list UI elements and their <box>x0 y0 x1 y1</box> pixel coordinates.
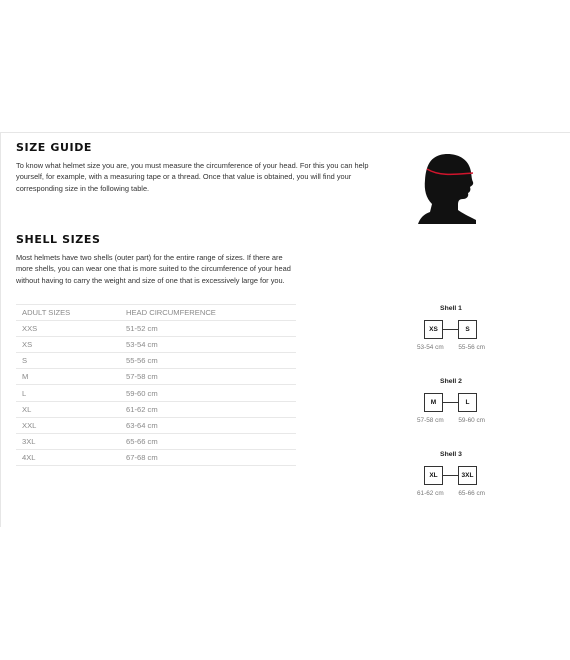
table-row <box>16 353 296 369</box>
table-row <box>16 417 296 433</box>
size-box-right: S <box>458 320 477 339</box>
shell-title: Shell 3 <box>440 451 462 458</box>
connector-line <box>443 329 458 330</box>
size-guide-heading: SIZE GUIDE <box>16 141 93 154</box>
shell-title: Shell 1 <box>440 305 462 312</box>
table-row <box>16 433 296 449</box>
size-box-left: XS <box>424 320 443 339</box>
size-cell: 3XL <box>16 433 126 449</box>
size-cell: L <box>16 385 126 401</box>
size-cell: XXS <box>16 321 126 337</box>
table-row <box>16 321 296 337</box>
circumference-cell: 51-52 cm <box>126 321 296 337</box>
shell-size-pair <box>415 466 487 487</box>
shell-circumferences <box>415 417 487 424</box>
left-circumference: 57-58 cm <box>417 417 444 424</box>
size-cell: XL <box>16 401 126 417</box>
shell-circumferences <box>415 490 487 497</box>
size-guide-text: To know what helmet size you are, you must measure the circumference of your head. For this you can help yourself, for example, with a measuring tape or a thread. Once that value is obtained, you will find your corresponding size in the following table. <box>16 161 369 193</box>
table-row <box>16 401 296 417</box>
head-profile-measure-icon <box>418 152 476 224</box>
left-circumference: 61-62 cm <box>417 490 444 497</box>
shell-3-diagram <box>415 451 487 497</box>
size-cell: XXL <box>16 417 126 433</box>
right-circumference: 65-66 cm <box>458 490 485 497</box>
circumference-cell: 65-66 cm <box>126 433 296 449</box>
column-header-adult-sizes: ADULT SIZES <box>16 305 126 321</box>
left-circumference: 53-54 cm <box>417 344 444 351</box>
circumference-cell: 67-68 cm <box>126 449 296 465</box>
right-circumference: 55-56 cm <box>458 344 485 351</box>
table-header-row <box>16 305 296 321</box>
shell-sizes-text: Most helmets have two shells (outer part) for the entire range of sizes. If there are more shells, you can wear one that is more suited to the circumference of your head without having to carry the weight and size of one that is excessively large for you. <box>16 253 291 285</box>
shell-title: Shell 2 <box>440 378 462 385</box>
shell-1-diagram <box>415 305 487 351</box>
circumference-cell: 57-58 cm <box>126 369 296 385</box>
shell-circumferences <box>415 344 487 351</box>
circumference-cell: 53-54 cm <box>126 337 296 353</box>
circumference-cell: 59-60 cm <box>126 385 296 401</box>
table-row <box>16 449 296 465</box>
circumference-cell: 55-56 cm <box>126 353 296 369</box>
size-table <box>16 304 296 466</box>
size-box-right: L <box>458 393 477 412</box>
table-row <box>16 369 296 385</box>
size-cell: M <box>16 369 126 385</box>
size-cell: S <box>16 353 126 369</box>
circumference-cell: 61-62 cm <box>126 401 296 417</box>
circumference-cell: 63-64 cm <box>126 417 296 433</box>
size-box-left: M <box>424 393 443 412</box>
column-header-head-circumference: HEAD CIRCUMFERENCE <box>126 305 296 321</box>
size-cell: 4XL <box>16 449 126 465</box>
shell-size-pair <box>415 393 487 414</box>
connector-line <box>443 402 458 403</box>
table-row <box>16 385 296 401</box>
shell-sizes-heading: SHELL SIZES <box>16 233 101 246</box>
shell-2-diagram <box>415 378 487 424</box>
table-row <box>16 337 296 353</box>
connector-line <box>443 475 458 476</box>
shell-size-pair <box>415 320 487 341</box>
size-box-right: 3XL <box>458 466 477 485</box>
size-cell: XS <box>16 337 126 353</box>
right-circumference: 59-60 cm <box>458 417 485 424</box>
size-box-left: XL <box>424 466 443 485</box>
